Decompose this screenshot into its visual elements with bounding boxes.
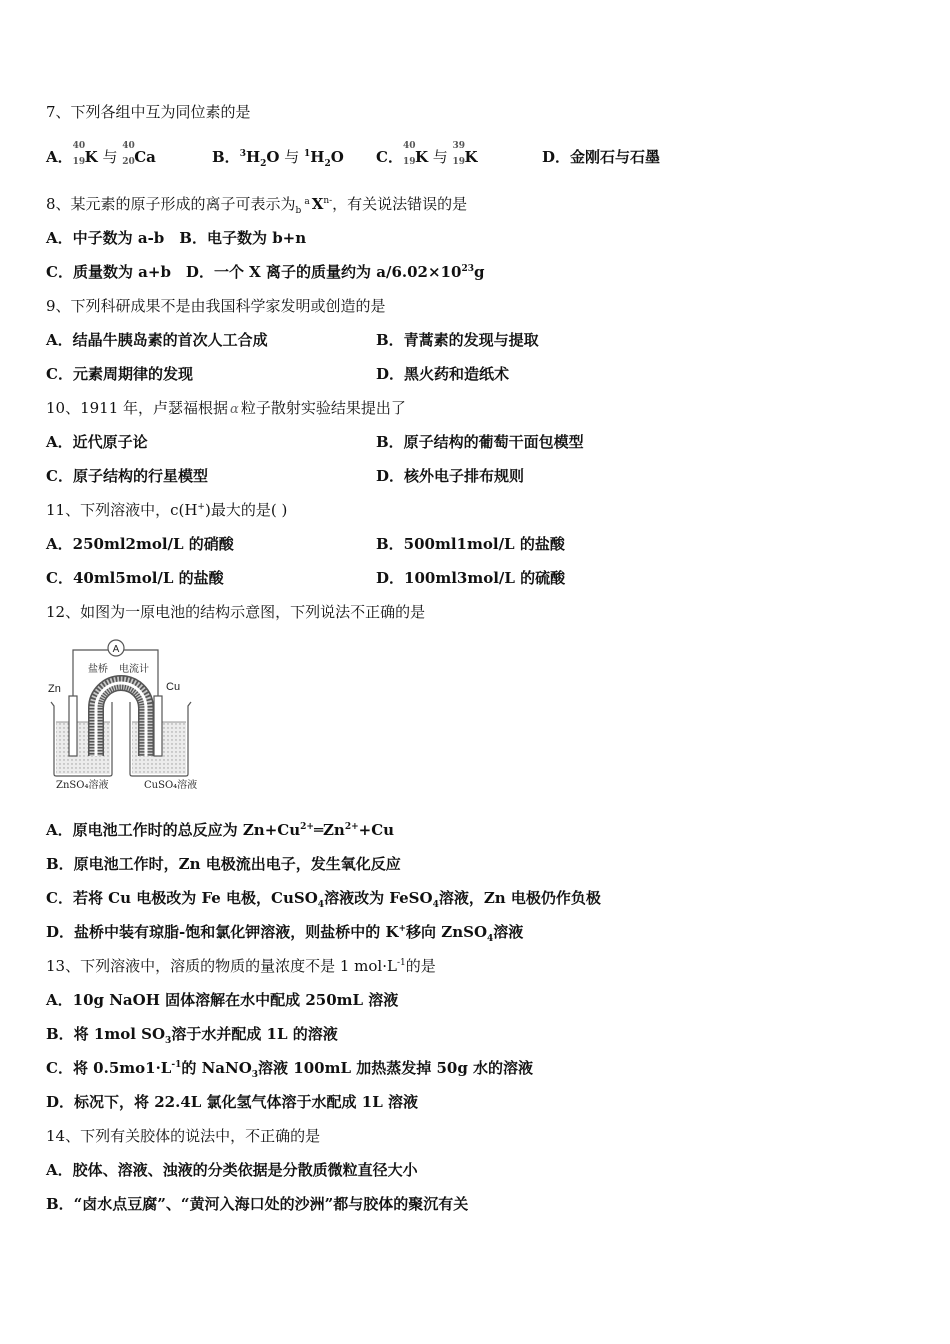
q8-line-1: A．中子数为 a-b B．电子数为 b+n [46,229,307,247]
q9-stem: 9、下列科研成果不是由我国科学家发明或创造的是 [46,297,386,315]
q13-stem: 13、下列溶液中，溶质的物质的量浓度不是 1 $mol\cdot L^{-1}$的是 [46,957,436,975]
cu-label: Cu [166,681,181,693]
q7-option-b: B．$^3H_2O$ 与 $^1H_2O$ [212,148,344,169]
q8-line-2: C．质量数为 a+b D．一个 X 离子的质量约为 $a/6.02\times 10^{23}g$ [46,263,485,281]
q11-stem: 11、下列溶液中，c(H+)最大的是( ) [46,501,288,519]
q14-option-b: B．“卤水点豆腐”、“黄河入海口处的沙洲”都与胶体的聚沉有关 [46,1195,469,1213]
q11-option-a: A．250ml2mol/L 的硝酸 [46,535,234,553]
q7-option-c: C． 40 19 K 与 39 19 K [376,141,478,167]
q10-option-a: A．近代原子论 [46,433,148,451]
galvanic-cell-diagram [46,638,216,793]
q13-option-d: D．标况下，将 22.4L 氯化氢气体溶于水配成 1L 溶液 [46,1093,418,1111]
q10-option-b: B．原子结构的葡萄干面包模型 [376,433,584,451]
q7-option-d: D．金刚石与石墨 [542,148,661,166]
zn-label: Zn [48,683,61,695]
q14-option-a: A．胶体、溶液、浊液的分类依据是分散质微粒直径大小 [46,1161,418,1179]
q7-stem: 7、下列各组中互为同位素的是 [46,103,251,121]
q13-option-a: A．10g NaOH 固体溶解在水中配成 250mL 溶液 [46,991,399,1009]
ammeter-caption: 电流计 [119,664,149,675]
ammeter-label: A [112,644,120,655]
q9-option-a: A．结晶牛胰岛素的首次人工合成 [46,331,268,349]
q10-stem: 10、1911 年，卢瑟福根据 α 粒子散射实验结果提出了 [46,399,406,417]
q8-stem: 8、某元素的原子形成的离子可表示为$_b^a$ $X^{n-}$，有关说法错误的是 [46,195,468,216]
left-solution-label: ZnSO₄溶液 [56,780,109,791]
q9-option-c: C．元素周期律的发现 [46,365,193,383]
q11-option-d: D．100ml3mol/L 的硫酸 [376,569,566,587]
q12-option-b: B．原电池工作时，Zn 电极流出电子，发生氧化反应 [46,855,401,873]
q9-option-b: B．青蒿素的发现与提取 [376,331,539,349]
right-solution-label: CuSO₄溶液 [144,780,198,791]
q11-option-c: C．40ml5mol/L 的盐酸 [46,569,224,587]
q11-option-b: B．500ml1mol/L 的盐酸 [376,535,565,553]
q12-option-d: D．盐桥中装有琼脂-饱和氯化钾溶液，则盐桥中的 K+移向 ZnSO$_4$溶液 [46,923,524,944]
q7-option-a: A． 40 19 K 与 40 20 Ca [46,141,156,167]
q12-option-c: C．若将 Cu 电极改为 Fe 电极，CuSO$_4$溶液改为 FeSO$_4$溶液，Zn 电极仍作负极 [46,889,601,910]
q9-option-d: D．黑火药和造纸术 [376,365,510,383]
q13-option-b: B．将 1mol $SO_3$溶于水并配成 1L 的溶液 [46,1025,338,1046]
salt-bridge-label: 盐桥 [88,664,108,675]
cu-electrode [154,696,162,756]
q10-option-c: C．原子结构的行星模型 [46,467,208,485]
q14-stem: 14、下列有关胶体的说法中，不正确的是 [46,1127,321,1145]
zn-electrode [69,696,77,756]
q13-option-c: C．将 $0.5mo1\cdot L^{-1}$的 NaNO$_3$溶液 100mL 加热蒸发掉 50g 水的溶液 [46,1059,534,1080]
q12-option-a: A．原电池工作时的总反应为 $Zn+Cu^{2+}═Zn^{2+}+Cu$ [46,821,395,839]
q10-option-d: D．核外电子排布规则 [376,467,525,485]
q12-stem: 12、如图为一原电池的结构示意图，下列说法不正确的是 [46,603,426,621]
